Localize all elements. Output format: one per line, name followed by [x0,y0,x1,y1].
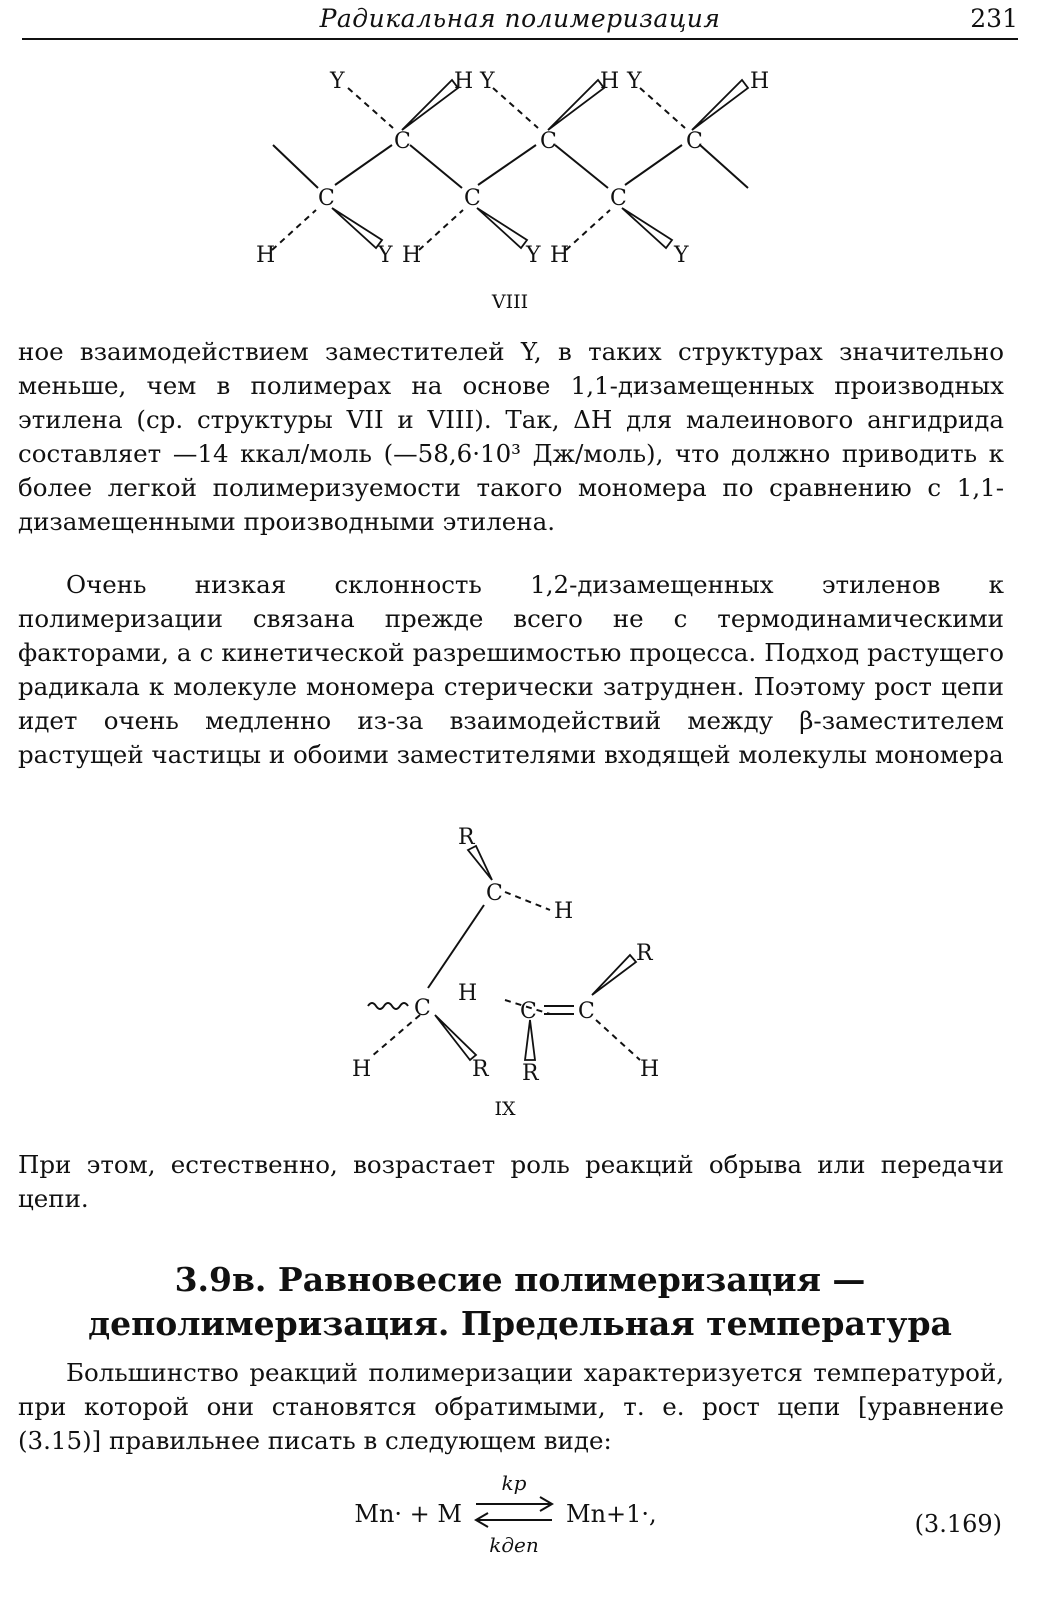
atom-label: H [750,69,770,94]
paragraph: При этом, естественно, возрастает роль реакций обрыва или передачи цепи. [18,1150,1004,1213]
atom-label: C [686,129,703,154]
running-title: Радикальная полимеризация [319,4,721,33]
paragraph: ное взаимодействием заместителей Y, в таких структурах значительно меньше, чем в полимерах на основе 1,1-дизамещенных производных этилена (ср. структуры VII и VIII). Так, ΔH для малеинового ангидрида составляет —14 ккал/моль (—58,6·10³ Дж/моль), что должно приводить к более легкой полимеризуемости такого мономера по сравнению с 1,1-дизамещенными производными этилена. [18,337,1004,536]
atom-label: Y [526,243,541,268]
equilibrium-arrows [476,1497,552,1527]
page-number: 231 [970,4,1018,33]
atom-label: C [486,881,503,906]
atom-label: H [640,1057,660,1082]
section-heading-line: 3.9в. Равновесие полимеризация — [174,1260,866,1299]
structure-viii-diagram [0,40,1040,320]
atom-label: R [522,1061,539,1086]
atom-label: H [256,243,276,268]
equation-right: Mn+1·, [566,1500,657,1528]
atom-label: C [540,129,557,154]
atom-label: Y [627,69,642,94]
structure-label: VIII [491,291,529,313]
atom-label: R [636,941,653,966]
equation-number: (3.169) [914,1510,1002,1538]
atom-label: H [550,243,570,268]
atom-label: H [454,69,474,94]
paragraph: Очень низкая склонность 1,2-дизамещенных этиленов к полимеризации связана прежде всего не с термодинамическими факторами, а с кинетической разрешимостью процесса. Подход растущего радикала к молекуле мономера стерически затруднен. Поэтому рост цепи идет очень медленно из-за взаимодействий между β-заместителем растущей частицы и обоими заместителями входящей молекулы мономера [18,570,1004,769]
atom-label: Y [378,243,393,268]
structure-label: IX [494,1098,516,1120]
section-heading [40,1258,1000,1346]
atom-label: C [414,996,431,1021]
section-heading-line: деполимеризация. Предельная температура [88,1304,952,1343]
atom-label: Y [674,243,689,268]
paragraph: Большинство реакций полимеризации характеризуется температурой, при которой они становятся обратимыми, т. е. рост цепи [уравнение (3.15)] правильнее писать в следующем виде: [18,1358,1004,1455]
equation-3-169 [0,1460,1040,1600]
atom-label: H [352,1057,372,1082]
atom-label: H [554,899,574,924]
atom-label: R [458,825,475,850]
atom-label: C [394,129,411,154]
atom-label: C [578,999,595,1024]
atom-label: C [464,186,481,211]
atom-label: H [458,981,478,1006]
equation-left: Mn· + M [354,1500,462,1528]
atom-label: Y [330,69,345,94]
atom-label: C [318,186,335,211]
atom-label: Y [480,69,495,94]
atom-label: C [610,186,627,211]
reverse-rate-constant: kдеп [489,1533,539,1557]
structure-ix-diagram [0,810,1040,1130]
atom-label: R [472,1057,489,1082]
atom-label: H [402,243,422,268]
forward-rate-constant: kp [501,1471,527,1495]
atom-label: H [600,69,620,94]
page-header [22,0,1018,38]
atom-label: C [520,999,537,1024]
